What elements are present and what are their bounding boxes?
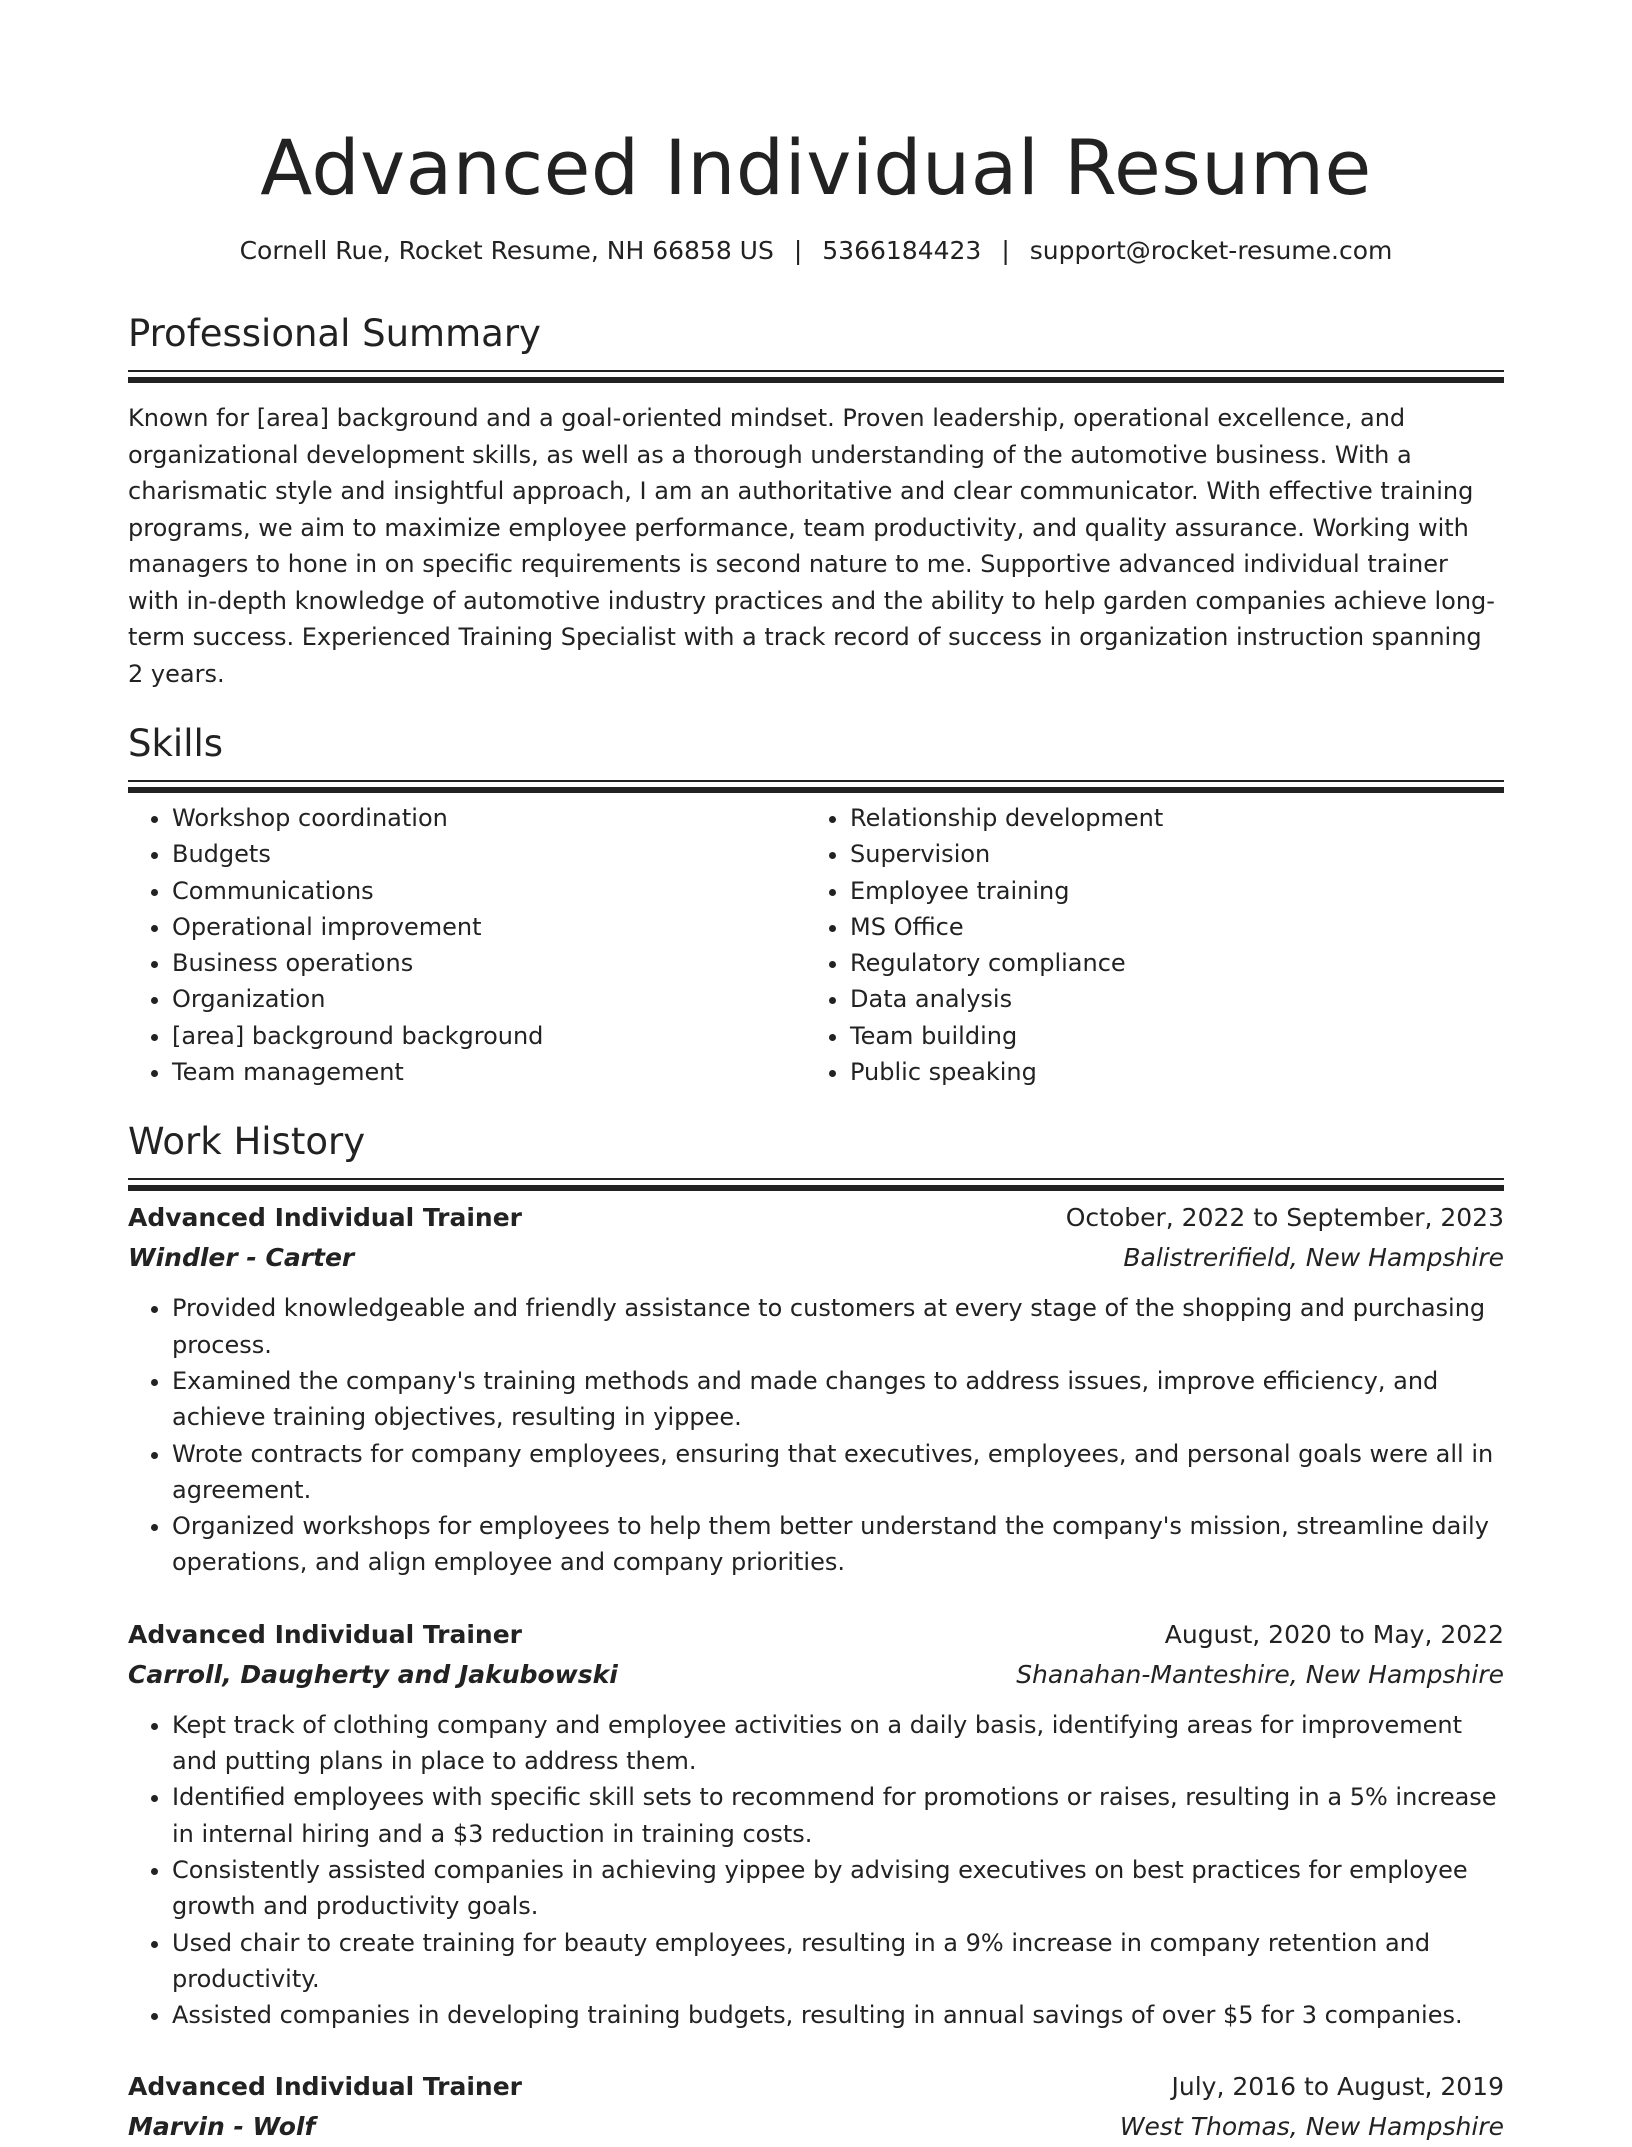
- job-company: Marvin - Wolf: [128, 2112, 316, 2142]
- job-company: Carroll, Daugherty and Jakubowski: [128, 1659, 618, 1689]
- skills-section: [128, 720, 1504, 1090]
- skill-item: • Communications: [172, 873, 806, 909]
- contact-line: [128, 234, 1504, 268]
- job-location: West Thomas, New Hampshire: [1119, 2112, 1504, 2142]
- job-bullets: [128, 1707, 1504, 2034]
- job-subheader: [128, 1238, 1504, 1278]
- contact-separator: |: [793, 236, 803, 265]
- skill-item: • Budgets: [172, 836, 806, 872]
- section-divider: [128, 1178, 1504, 1180]
- skill-item: • Workshop coordination: [172, 800, 806, 836]
- job-bullet: • Identified employees with specific skill sets to recommend for promotions or raises, resulting in a 5% increase in internal hiring and a $3 reduction in training costs.: [172, 1779, 1504, 1852]
- job-title: Advanced Individual Trainer: [128, 1619, 523, 1649]
- skill-item: • Team management: [172, 1054, 806, 1090]
- job-subheader: [128, 2107, 1504, 2147]
- skill-item: • Team building: [850, 1018, 1484, 1054]
- contact-separator: |: [1001, 236, 1010, 265]
- job-header: [128, 1198, 1504, 1238]
- skill-item: • MS Office: [850, 909, 1484, 945]
- section-heading-summary: Professional Summary: [128, 312, 541, 355]
- job-location: Balistrerifield, New Hampshire: [1123, 1243, 1504, 1273]
- skill-item: • Public speaking: [850, 1054, 1484, 1090]
- skills-columns: [128, 800, 1504, 1090]
- job-entry: [128, 2067, 1504, 2147]
- job-bullet: • Assisted companies in developing training budgets, resulting in annual savings of over $5 for 3 companies.: [172, 1997, 1504, 2033]
- contact-address: Cornell Rue, Rocket Resume, NH 66858 US: [239, 236, 774, 265]
- summary-section: [128, 310, 1504, 692]
- skill-item: • Data analysis: [850, 981, 1484, 1017]
- job-bullet: • Kept track of clothing company and employee activities on a daily basis, identifying areas for improvement and putting plans in place to address them.: [172, 1707, 1504, 1780]
- resume-title: Advanced Individual Resume: [260, 123, 1372, 212]
- job-header: [128, 2067, 1504, 2107]
- job-dates: August, 2020 to May, 2022: [1164, 1619, 1504, 1649]
- skill-item: • Regulatory compliance: [850, 945, 1484, 981]
- job-title: Advanced Individual Trainer: [128, 1203, 523, 1233]
- job-dates: July, 2016 to August, 2019: [1171, 2072, 1504, 2102]
- skill-item: • Supervision: [850, 836, 1484, 872]
- contact-phone: 5366184423: [822, 236, 982, 265]
- skill-item: • Operational improvement: [172, 909, 806, 945]
- section-heading-work-history: Work History: [128, 1120, 366, 1164]
- job-bullet: • Examined the company's training methods and made changes to address issues, improve efficiency, and achieve training objectives, resulting in yippee.: [172, 1363, 1504, 1436]
- job-dates: October, 2022 to September, 2023: [1065, 1203, 1504, 1233]
- skills-list-left: [128, 800, 806, 1090]
- skills-list-right: [806, 800, 1484, 1090]
- work-history-section: [128, 1118, 1504, 2147]
- contact-email: support@rocket-resume.com: [1029, 236, 1393, 265]
- job-bullet: • Used chair to create training for beauty employees, resulting in a 9% increase in company retention and productivity.: [172, 1925, 1504, 1998]
- job-entry: [128, 1615, 1504, 2034]
- skill-item: • Employee training: [850, 873, 1484, 909]
- job-entry: [128, 1198, 1504, 1580]
- summary-text: Known for [area] background and a goal-oriented mindset. Proven leadership, operational excellence, and organizational development skills, as well as a thorough understanding of the automotive business. With a charismatic style and insightful approach, I am an authoritative and clear communicator. With effective training programs, we aim to maximize employee performance, team productivity, and quality assurance. Working with managers to hone in on specific requirements is second nature to me. Supportive advanced individual trainer with in-depth knowledge of automotive industry practices and the ability to help garden companies achieve long-term success. Experienced Training Specialist with a track record of success in organization instruction spanning 2 years.: [128, 404, 1495, 688]
- job-bullet: • Wrote contracts for company employees, ensuring that executives, employees, and personal goals were all in agreement.: [172, 1436, 1504, 1509]
- skill-item: • Business operations: [172, 945, 806, 981]
- skill-item: • Organization: [172, 981, 806, 1017]
- job-subheader: [128, 1655, 1504, 1695]
- skill-item: • [area] background background: [172, 1018, 806, 1054]
- job-title: Advanced Individual Trainer: [128, 2072, 523, 2102]
- job-header: [128, 1615, 1504, 1655]
- resume-page: [128, 0, 1504, 2147]
- job-bullets: [128, 1290, 1504, 1580]
- section-divider: [128, 780, 1504, 782]
- job-location: Shanahan-Manteshire, New Hampshire: [1016, 1659, 1504, 1689]
- section-heading-skills: Skills: [128, 722, 224, 765]
- skill-item: • Relationship development: [850, 800, 1484, 836]
- job-bullet: • Organized workshops for employees to help them better understand the company's mission, streamline daily operations, and align employee and company priorities.: [172, 1508, 1504, 1581]
- job-company: Windler - Carter: [128, 1243, 355, 1273]
- section-divider: [128, 370, 1504, 372]
- job-bullet: • Consistently assisted companies in achieving yippee by advising executives on best practices for employee growth and productivity goals.: [172, 1852, 1504, 1925]
- job-bullet: • Provided knowledgeable and friendly assistance to customers at every stage of the shopping and purchasing process.: [172, 1290, 1504, 1363]
